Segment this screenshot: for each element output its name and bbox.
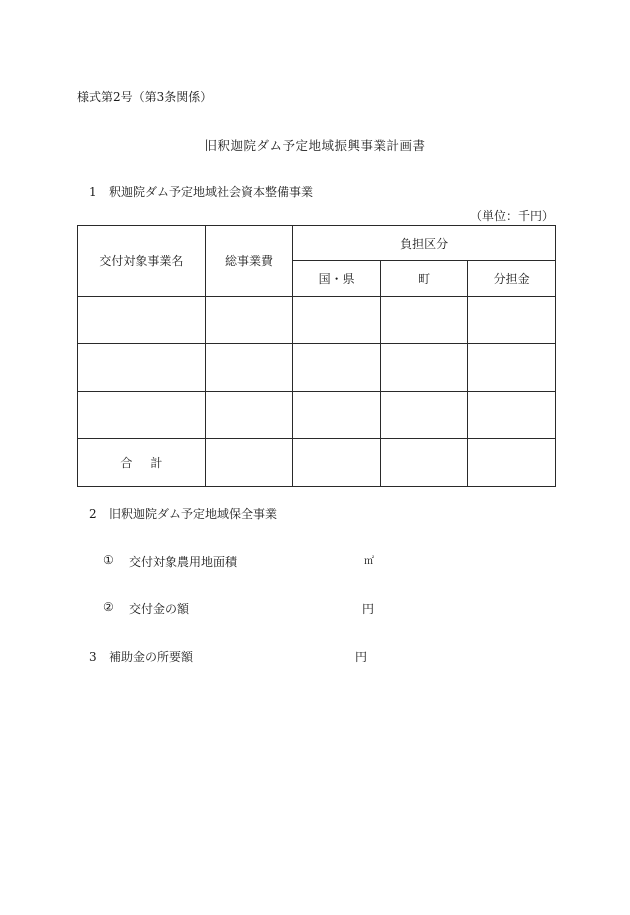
header-town: 町	[380, 261, 468, 296]
header-national-prefecture: 国・県	[293, 261, 381, 296]
table-cell	[205, 344, 293, 392]
section-3-title: 補助金の所要額	[109, 650, 194, 664]
table-cell	[78, 296, 206, 344]
item-1-mark: ①	[103, 553, 114, 567]
item-2-label: 交付金の額	[129, 602, 190, 616]
section-1-number: 1	[89, 185, 97, 199]
table-cell	[468, 296, 556, 344]
table-cell	[78, 344, 206, 392]
table-cell	[205, 296, 293, 344]
table-cell	[293, 296, 381, 344]
table-cell	[468, 344, 556, 392]
table-cell	[468, 439, 556, 487]
section-2-title: 旧釈迦院ダム予定地域保全事業	[109, 507, 278, 521]
form-number: 様式第2号（第3条関係）	[77, 90, 213, 104]
table-cell	[380, 296, 468, 344]
item-2-unit: 円	[362, 602, 375, 616]
table-cell	[293, 439, 381, 487]
table-row	[78, 344, 556, 392]
header-project-name: 交付対象事業名	[78, 226, 206, 297]
section-2-number: 2	[89, 507, 97, 521]
section-3-heading	[89, 648, 193, 665]
unit-note: （単位：千円）	[469, 209, 554, 223]
item-1-unit: ㎡	[364, 556, 374, 567]
table-cell	[380, 439, 468, 487]
section-1-heading	[89, 183, 313, 200]
table-total-row	[78, 439, 556, 487]
item-2-mark: ②	[103, 600, 114, 614]
project-cost-table	[77, 225, 556, 487]
header-share: 分担金	[468, 261, 556, 296]
section-3-unit: 円	[355, 650, 368, 664]
table-cell	[205, 391, 293, 439]
item-1-label: 交付対象農用地面積	[129, 555, 238, 569]
table-cell	[78, 391, 206, 439]
header-burden-group: 負担区分	[293, 226, 556, 261]
section-1-title: 釈迦院ダム予定地域社会資本整備事業	[109, 185, 314, 199]
section-2-heading	[89, 505, 277, 522]
table-cell	[468, 391, 556, 439]
table-cell	[293, 391, 381, 439]
section-3-number: 3	[89, 650, 97, 664]
table-cell	[293, 344, 381, 392]
table-cell	[380, 391, 468, 439]
table-row	[78, 391, 556, 439]
table-cell	[205, 439, 293, 487]
table-row	[78, 296, 556, 344]
table-cell	[380, 344, 468, 392]
document-title: 旧釈迦院ダム予定地域振興事業計画書	[204, 138, 426, 153]
total-label: 合計	[78, 439, 206, 487]
header-total-cost: 総事業費	[205, 226, 293, 297]
